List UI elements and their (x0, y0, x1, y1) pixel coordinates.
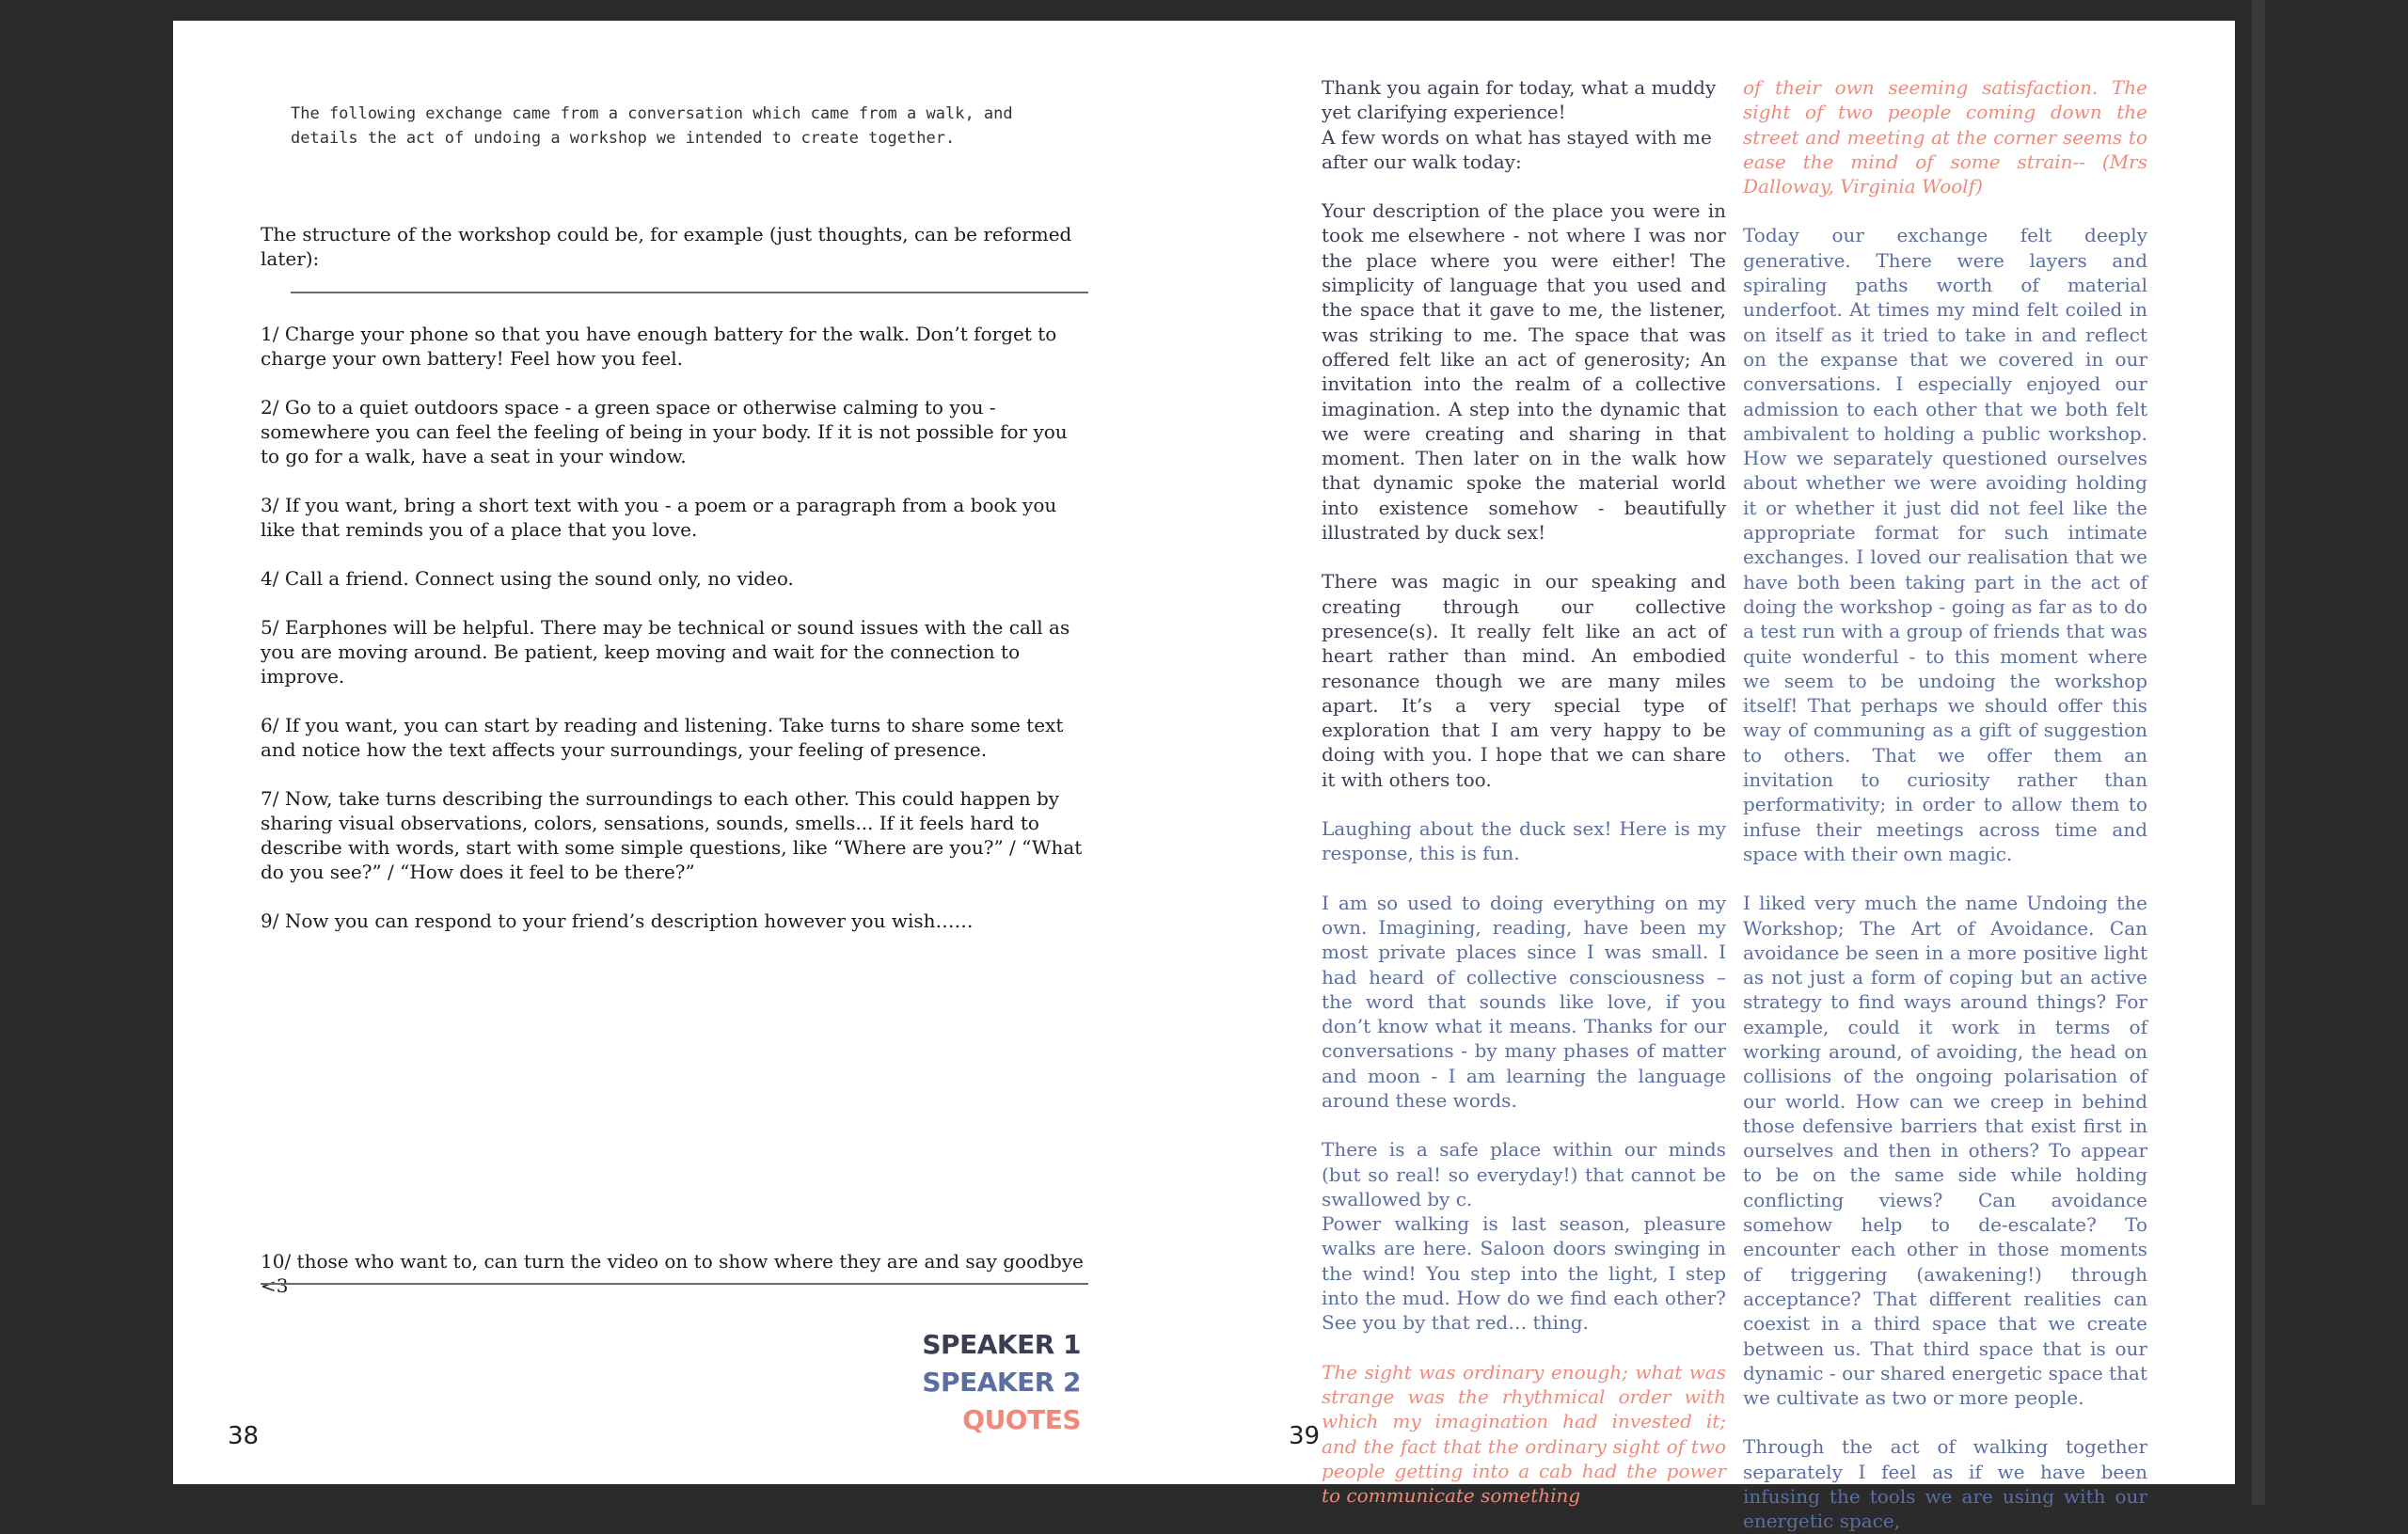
right-column-1 (1322, 75, 1726, 1508)
legend-speaker-1: SPEAKER 1 (922, 1329, 1081, 1360)
viewer-scrollbar[interactable] (2252, 0, 2265, 1505)
document-spread (173, 21, 2235, 1533)
step-6: 6/ If you want, you can start by reading and listening. Take turns to share some text and notice how the text affects your surroundings, your feeling of presence. (261, 714, 1064, 761)
speaker1-paragraph-magic: There was magic in our speaking and creating through our collective presence(s). It really felt like an act of heart rather than mind. An embodied resonance though we are many miles apart. It’s a very special type of exploration that I am very happy to be doing with you. I hope that we can share it with others too. (1322, 570, 1726, 791)
step-10: 10/ those who want to, can turn the video on to show where they are and say goodbye <3 (261, 1250, 1084, 1297)
workshop-steps (261, 322, 1088, 957)
step-7: 7/ Now, take turns describing the surroundings to each other. This could happen by sharing visual observations, colors, sensations, sounds, smells... If it feels hard to describe with words, start with some simple questions, like “Where are you?” / “What do you see?” / “How does it feel to be there?” (261, 787, 1083, 883)
step-9: 9/ Now you can respond to your friend’s description however you wish…… (261, 909, 974, 932)
step-3: 3/ If you want, bring a short text with you - a poem or a paragraph from a book you like that reminds you of a place that you love. (261, 494, 1057, 541)
power-walking-text: Power walking is last season, pleasure walks are here. Saloon doors swinging in the wind! You step into the light, I step into the mud. How do we find each other? See you by that red… thing. (1322, 1212, 1726, 1335)
bottom-divider (261, 1283, 1088, 1285)
step-2: 2/ Go to a quiet outdoors space - a green space or otherwise calming to you - somewhere you can feel the feeling of being in your body. If it is not possible for you to go for a walk, have a seat in your window. (261, 396, 1068, 467)
safe-place-text: There is a safe place within our minds (but so real! so everyday!) that cannot be swallowed by c. (1322, 1138, 1726, 1210)
quote-woolf-part-1: The sight was ordinary enough; what was strange was the rhythmical order with which my imagination had invested it; and the fact that the ordinary sight of two people getting into a cab had the power to communicate something (1322, 1360, 1726, 1508)
speaker2-paragraph-walking: Through the act of walking together separately I feel as if we have been infusing the tools we are using with our energetic space, (1743, 1435, 2147, 1533)
speaker1-paragraph-description: Your description of the place you were in took me elsewhere - not where I was nor the place where you were either! The simplicity of language that you used and the space that it gave to me, the listener, was striking to me. The space that was offered felt like an act of generosity; An invitation into the realm of a collective imagination. A step into the dynamic that we were creating and sharing in that moment. Then later on in the walk how that dynamic spoke the material world into existence somehow - beautifully illustrated by duck sex! (1322, 199, 1726, 545)
speaker2-paragraph-generative: Today our exchange felt deeply generative. There were layers and spiraling paths worth of material underfoot. At times my mind felt coiled in on itself as it tried to take in and reflect on the expanse that we covered in our conversations. I especially enjoyed our admission to each other that we both felt ambivalent to holding a public workshop. How we separately questioned ourselves about whether we were avoiding holding it or whether it just did not feel like the appropriate format for such intimate exchanges. I loved our realisation that we have both been taking part in the act of doing the workshop - going as far as to do a test run with a group of friends that was quite wonderful - to this moment where we seem to be undoing the workshop itself! That perhaps we should offer this way of communing as a gift of suggestion to others. That we offer them an invitation to curiosity rather than performativity; in order to allow them to infuse their meetings across time and space with their own magic. (1743, 224, 2147, 865)
speaker1-greeting (1322, 75, 1726, 174)
speaker2-paragraph-collective: I am so used to doing everything on my own. Imagining, reading, have been my most private places since I was small. I had heard of collective consciousness –the word that sounds like love, if you don’t know what it means. Thanks for our conversations - by many phases of matter and moon - I am learning the language around these words. (1322, 891, 1726, 1112)
step-5: 5/ Earphones will be helpful. There may be technical or sound issues with the call as you are moving around. Be patient, keep moving and wait for the connection to improve. (261, 616, 1070, 688)
legend-speaker-2: SPEAKER 2 (922, 1367, 1081, 1398)
speaker2-paragraph-laughing: Laughing about the duck sex! Here is my response, this is fun. (1322, 817, 1726, 865)
top-divider (291, 292, 1088, 293)
step-1: 1/ Charge your phone so that you have enough battery for the walk. Don’t forget to charge your own battery! Feel how you feel. (261, 323, 1057, 370)
speaker-legend (922, 1326, 1081, 1439)
speaker2-paragraph-safe-place (1322, 1137, 1726, 1335)
intro-note: The following exchange came from a conversation which came from a walk, and details the act of undoing a workshop we intended to create together. (291, 104, 1013, 148)
greeting-line-1: Thank you again for today, what a muddy yet clarifying experience! (1322, 76, 1717, 124)
page-number-right: 39 (1289, 1422, 1321, 1450)
greeting-line-2: A few words on what has stayed with me after our walk today: (1322, 125, 1712, 173)
workshop-structure-lead: The structure of the workshop could be, for example (just thoughts, can be reformed later): (261, 223, 1072, 270)
speaker2-paragraph-avoidance: I liked very much the name Undoing the Workshop; The Art of Avoidance. Can avoidance be seen in a more positive light as not just a form of coping but an active strategy to find ways around things? For example, could it work in terms of working around, of avoiding, the head on collisions of the ongoing polarisation of our world. How can we creep in behind those defensive barriers that exist first in ourselves and then in others? To appear to be on the same side while holding conflicting views? Can avoidance somehow help to de-escalate? To encounter each other in those moments of triggering (awakening!) through acceptance? That different realities can coexist in a third space that we create between us. That third space that is our dynamic - our shared energetic space that we cultivate as two or more people. (1743, 892, 2147, 1410)
legend-quotes: QUOTES (962, 1404, 1081, 1435)
step-4: 4/ Call a friend. Connect using the sound only, no video. (261, 567, 794, 590)
right-column-2 (1743, 75, 2147, 1534)
page-number-left: 38 (228, 1422, 260, 1450)
quote-woolf-part-2: of their own seeming satisfaction. The sight of two people coming down the street and meeting at the corner seems to ease the mind of some strain-- (Mrs Dalloway, Virginia Woolf) (1743, 76, 2147, 198)
